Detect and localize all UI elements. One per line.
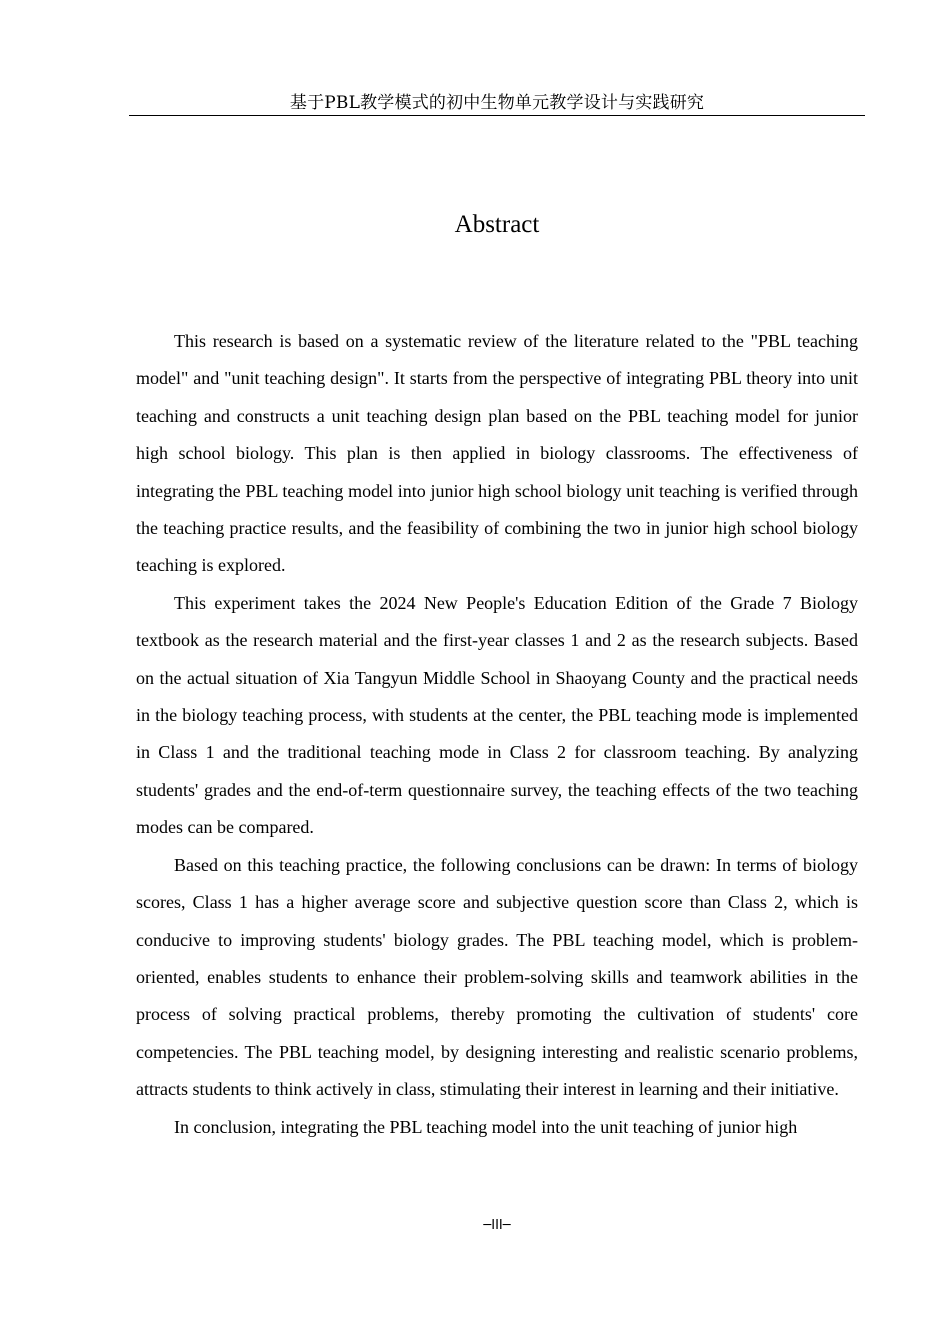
- running-header: 基于PBL教学模式的初中生物单元教学设计与实践研究: [289, 93, 705, 113]
- abstract-body: [136, 323, 858, 1146]
- abstract-paragraph: In conclusion, integrating the PBL teaching model into the unit teaching of junior high: [174, 1116, 798, 1137]
- abstract-paragraph: Based on this teaching practice, the following conclusions can be drawn: In terms of biology scores, Class 1 has a higher average score and subjective question score than Class 2, which is conducive to improving students' biology grades. The PBL teaching model, which is problem-oriented, enables students to enhance their problem-solving skills and teamwork abilities in the process of solving practical problems, thereby promoting the cultivation of students' core competencies. The PBL teaching model, by designing interesting and realistic scenario problems, attracts students to think actively in class, stimulating their interest in learning and their initiative.: [136, 854, 858, 1100]
- section-title: Abstract: [454, 211, 540, 238]
- header-rule: [129, 115, 865, 116]
- page-number: ─III─: [483, 1218, 511, 1233]
- abstract-paragraph: This research is based on a systematic review of the literature related to the "PBL teaching model" and "unit teaching design". It starts from the perspective of integrating PBL theory into unit teaching and constructs a unit teaching design plan based on the PBL teaching model for junior high school biology. This plan is then applied in biology classrooms. The effectiveness of integrating the PBL teaching model into junior high school biology unit teaching is verified through the teaching practice results, and the feasibility of combining the two in junior high school biology teaching is explored.: [136, 331, 858, 576]
- abstract-paragraph: This experiment takes the 2024 New People's Education Edition of the Grade 7 Biology textbook as the research material and the first-year classes 1 and 2 as the research subjects. Based on the actual situation of Xia Tangyun Middle School in Shaoyang County and the practical needs in the biology teaching process, with students at the center, the PBL teaching mode is implemented in Class 1 and the traditional teaching mode in Class 2 for classroom teaching. By analyzing students' grades and the end-of-term questionnaire survey, the teaching effects of the two teaching modes can be compared.: [136, 592, 858, 838]
